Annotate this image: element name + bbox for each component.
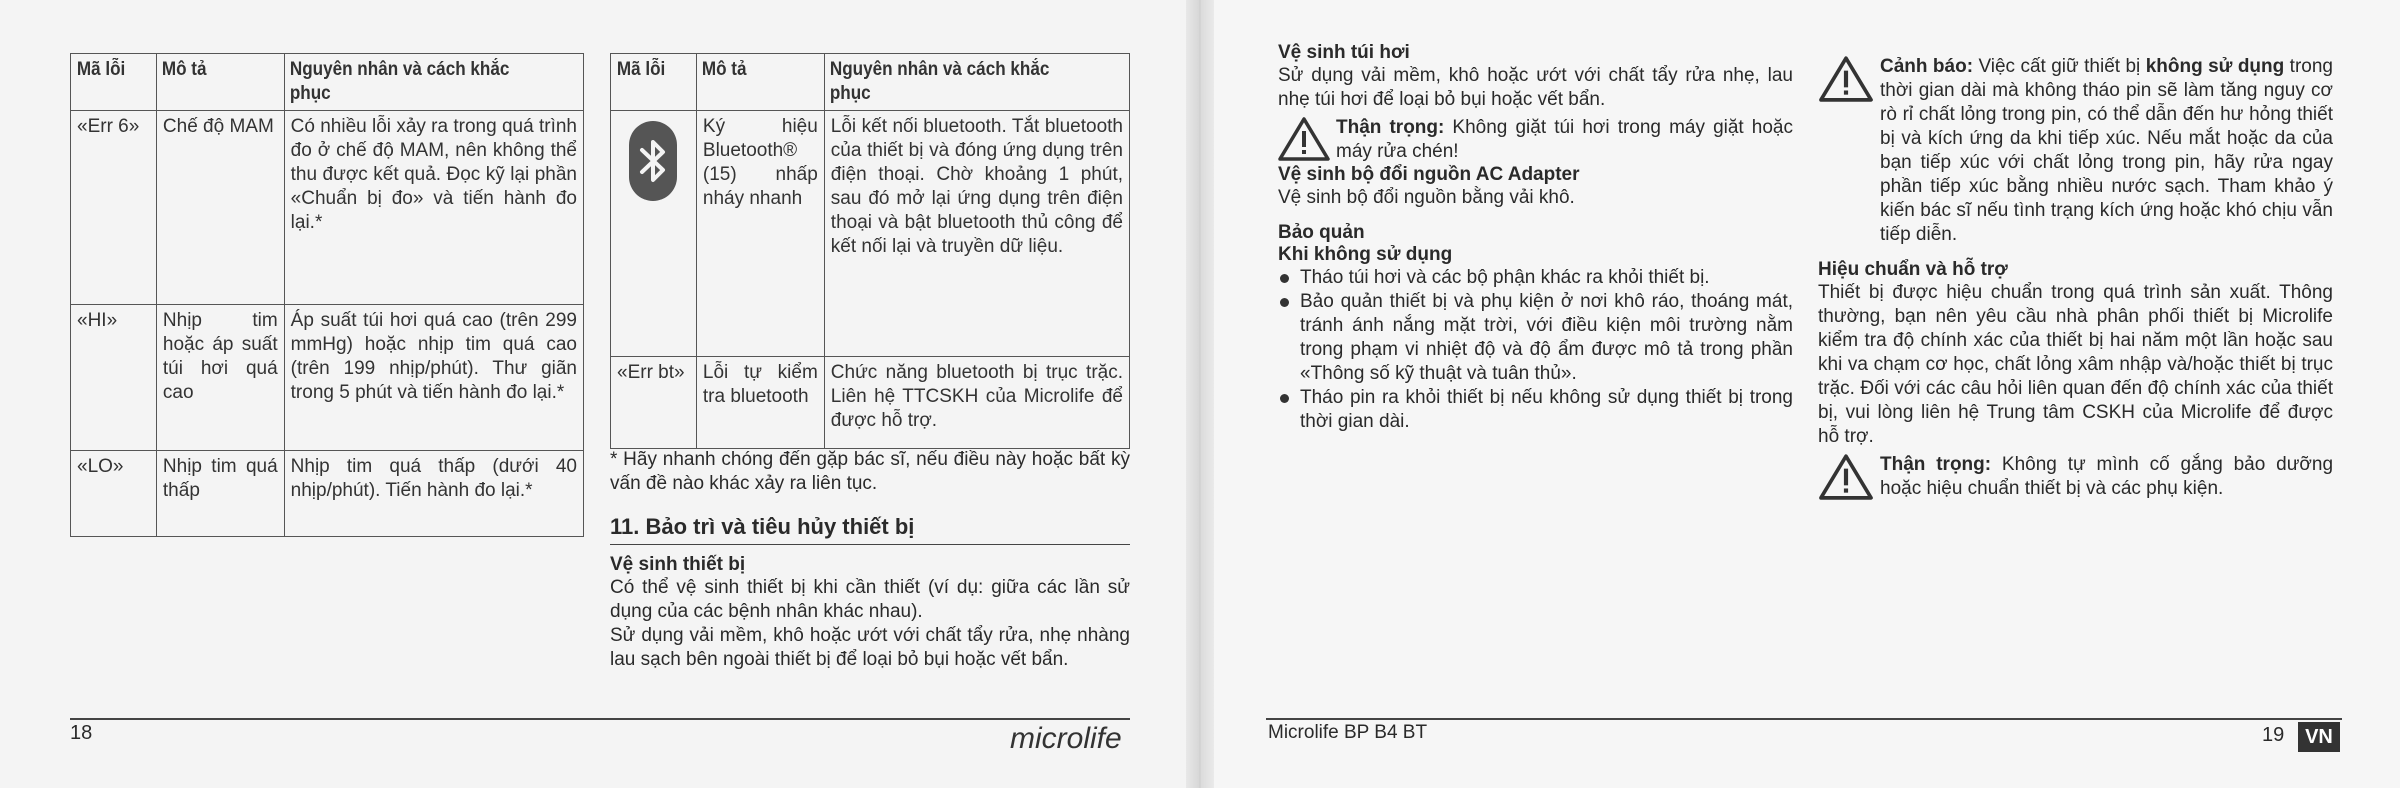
caution-note-2 xyxy=(1818,453,2333,501)
error-table-1 xyxy=(70,53,584,537)
column-header: Mã lỗi xyxy=(611,54,688,111)
cleaning-paragraph-2: Sử dụng vải mềm, khô hoặc ướt với chất tẩy rửa, nhẹ nhàng lau sạch bên ngoài thiết bị để loại bỏ bụi hoặc vết bẩn. xyxy=(610,625,1130,670)
error-description: Nhịp tim quá thấp xyxy=(156,451,284,537)
column-header: Mô tả xyxy=(156,54,271,111)
column-header: Nguyên nhân và cách khắc phục xyxy=(284,54,553,111)
book-gutter xyxy=(1186,0,1214,788)
adapter-text: Vệ sinh bộ đổi nguồn bằng vải khô. xyxy=(1278,187,1575,208)
caution-body: Không giặt túi hơi trong máy giặt hoặc máy rửa chén! xyxy=(1336,117,1793,162)
error-cause: Có nhiều lỗi xảy ra trong quá trình đo ở chế độ MAM, nên không thể thu được kết quả. Đọc kỹ lại phần «Chuẩn bị đo» và tiến hành đo lại.* xyxy=(284,111,583,305)
table-row xyxy=(611,111,1130,357)
calibration-title: Hiệu chuẩn và hỗ trợ xyxy=(1818,259,2008,280)
error-description: Lỗi tự kiểm tra bluetooth xyxy=(696,357,824,449)
not-in-use-title: Khi không sử dụng xyxy=(1278,244,1453,265)
table-row xyxy=(71,111,584,305)
error-description: Chế độ MAM xyxy=(156,111,284,305)
error-description: Nhịp tim hoặc áp suất túi hơi quá cao xyxy=(156,305,284,451)
caution-text-1 xyxy=(1336,116,1793,164)
page-number-left: 18 xyxy=(70,722,93,744)
page-number-right: 19 xyxy=(2262,724,2285,746)
column-header: Nguyên nhân và cách khắc phục xyxy=(824,54,1099,111)
warning-note xyxy=(1818,55,2333,247)
cleaning-title: Vệ sinh thiết bị xyxy=(610,554,746,575)
error-code: «LO» xyxy=(71,451,157,537)
error-code: «Err 6» xyxy=(71,111,157,305)
warning-triangle-icon xyxy=(1278,116,1330,162)
warning-emphasis: không sử dụng xyxy=(2145,56,2285,77)
right-column-1 xyxy=(1278,42,1793,434)
footer-rule-left xyxy=(70,718,1130,720)
cleaning-paragraph-1: Có thể vệ sinh thiết bị khi cần thiết (ví dụ: giữa các lần sử dụng của các bệnh nhân khác nhau). xyxy=(610,577,1130,622)
table-row xyxy=(71,305,584,451)
column-header: Mã lỗi xyxy=(71,54,148,111)
caution-body: Không tự mình cố gắng bảo dưỡng hoặc hiệu chuẩn thiết bị và các phụ kiện. xyxy=(1880,454,2334,499)
storage-title: Bảo quản xyxy=(1278,222,1365,243)
table-header-row xyxy=(71,54,584,111)
adapter-title: Vệ sinh bộ đổi nguồn AC Adapter xyxy=(1278,164,1580,185)
list-item: Tháo pin ra khỏi thiết bị nếu không sử dụng thiết bị trong thời gian dài. xyxy=(1300,387,1793,432)
footer-rule-right xyxy=(1266,718,2342,720)
caution-text-2 xyxy=(1880,453,2333,501)
section-heading: 11. Bảo trì và tiêu hủy thiết bị xyxy=(610,514,1130,545)
storage-list xyxy=(1278,266,1793,434)
warning-body: trong thời gian dài mà không tháo pin sẽ làm tăng nguy cơ rò rỉ chất lỏng trong pin, có thể dẫn đến hư hỏng thiết bị và kích ứng da khi tiếp xúc. Nếu mắt hoặc da của bạn tiếp xúc với chất lỏng trong pin, hãy rửa ngay phần tiếp xúc bằng nhiều nước sạch. Tham khảo ý kiến bác sĩ nếu tình trạng kích ứng hoặc khó chịu vẫn tiếp diễn. xyxy=(1880,56,2333,245)
footnote: * Hãy nhanh chóng đến gặp bác sĩ, nếu điều này hoặc bất kỳ vấn đề nào khác xảy ra liên tục. xyxy=(610,449,1130,494)
table-header-row xyxy=(611,54,1130,111)
error-code: «HI» xyxy=(71,305,157,451)
column-header: Mô tả xyxy=(696,54,811,111)
error-description: Ký hiệu Bluetooth® (15) nhấp nháy nhanh xyxy=(696,111,824,357)
warning-label: Cảnh báo: xyxy=(1880,56,1974,77)
footer-model: Microlife BP B4 BT xyxy=(1268,722,1428,743)
brand-logo: microlife xyxy=(1010,722,1122,755)
warning-triangle-icon xyxy=(1818,55,1874,103)
error-code: «Err bt» xyxy=(611,357,697,449)
warning-triangle-icon xyxy=(1818,453,1874,501)
warning-body: Việc cất giữ thiết bị xyxy=(1973,56,2146,77)
calibration-text: Thiết bị được hiệu chuẩn trong quá trình sản xuất. Thông thường, bạn nên yêu cầu nhà phân phối thiết bị Microlife kiểm tra độ chính xác của thiết bị hai năm một lần hoặc sau khi va chạm cơ học, chất lỏng xâm nhập và/hoặc thiết bị trục trặc. Đối với các câu hỏi liên quan đến độ chính xác của thiết bị, vui lòng liên hệ Trung tâm CSKH của Microlife để được hỗ trợ. xyxy=(1818,282,2333,447)
error-table-2 xyxy=(610,53,1130,449)
caution-label: Thận trọng: xyxy=(1880,454,1992,475)
warning-text xyxy=(1880,55,2333,247)
table-row xyxy=(611,357,1130,449)
bluetooth-icon xyxy=(629,121,677,201)
error-cause: Lỗi kết nối bluetooth. Tắt bluetooth của thiết bị và đóng ứng dụng trên điện thoại. Chờ khoảng 1 phút, sau đó mở lại ứng dụng trên điện thoại và bật bluetooth thủ công để kết nối lại và truyền dữ liệu. xyxy=(824,111,1129,357)
language-badge: VN xyxy=(2298,722,2340,752)
right-column-2 xyxy=(1818,55,2333,501)
list-item: Tháo túi hơi và các bộ phận khác ra khỏi thiết bị. xyxy=(1300,266,1793,290)
list-item: Bảo quản thiết bị và phụ kiện ở nơi khô ráo, thoáng mát, tránh ánh nắng mặt trời, với điều kiện môi trường nằm trong phạm vi nhiệt độ và độ ẩm được mô tả trong phần «Thông số kỹ thuật và tuân thủ». xyxy=(1300,291,1793,384)
table-row xyxy=(71,451,584,537)
cuff-cleaning-title: Vệ sinh túi hơi xyxy=(1278,42,1410,63)
error-cause: Chức năng bluetooth bị trục trặc. Liên hệ TTCSKH của Microlife để được hỗ trợ. xyxy=(824,357,1129,449)
cuff-cleaning-text: Sử dụng vải mềm, khô hoặc ướt với chất tẩy rửa nhẹ, lau nhẹ túi hơi để loại bỏ bụi hoặc vết bẩn. xyxy=(1278,65,1793,110)
error-cause: Áp suất túi hơi quá cao (trên 299 mmHg) hoặc nhịp tim quá cao (trên 199 nhịp/phút). Thư giãn trong 5 phút và tiến hành đo lại.* xyxy=(284,305,583,451)
error-cause: Nhịp tim quá thấp (dưới 40 nhịp/phút). Tiến hành đo lại.* xyxy=(284,451,583,537)
cleaning-section xyxy=(610,554,1130,672)
error-code-cell xyxy=(611,111,697,357)
caution-label: Thận trọng: xyxy=(1336,117,1445,138)
caution-note-1 xyxy=(1278,116,1793,164)
